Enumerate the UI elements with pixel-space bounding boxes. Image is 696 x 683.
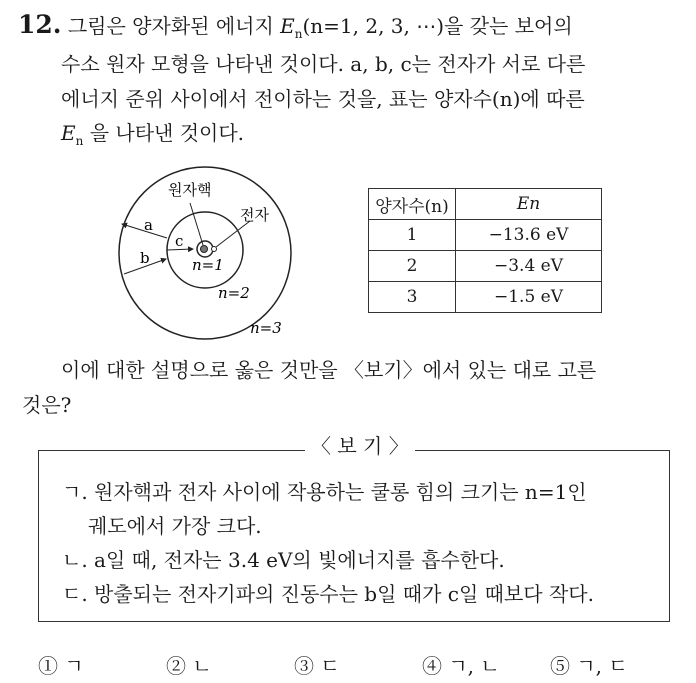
cell: 3 [369,282,456,313]
cell: 1 [369,220,456,251]
table-header-row [369,189,602,220]
nucleus [201,246,208,253]
transition-a-label: a [144,216,153,234]
electron-label: 전자 [240,206,269,224]
bohr-model-figure [100,165,320,340]
question-number: 12. [18,10,62,39]
option-1[interactable]: ① ㄱ [38,654,84,678]
option-5[interactable]: ⑤ ㄱ, ㄷ [550,654,628,678]
bogi-item-1-cont: 궤도에서 가장 크다. [88,514,262,538]
energy-symbol: E [280,14,295,38]
table-row [369,282,602,313]
header-quantum-number: 양자수(n) [369,189,456,220]
orbit-n2-label: n=2 [218,284,250,302]
electron [212,247,217,252]
bogi-item-2: ㄴ. a일 때, 전자는 3.4 eV의 빛에너지를 흡수한다. [62,548,505,572]
energy-subscript: n [75,134,84,148]
transition-b-label: b [140,249,150,267]
question-line-2: 수소 원자 모형을 나타낸 것이다. a, b, c는 전자가 서로 다른 [61,52,586,76]
option-4[interactable]: ④ ㄱ, ㄴ [422,654,500,678]
energy-table [368,188,602,313]
bogi-item-1: ㄱ. 원자핵과 전자 사이에 작용하는 쿨롱 힘의 크기는 n=1인 [62,480,587,504]
question-line-1 [18,10,573,41]
option-2[interactable]: ② ㄴ [166,654,212,678]
nucleus-label: 원자핵 [168,181,212,199]
option-3[interactable]: ③ ㄷ [294,654,340,678]
cell: −3.4 eV [456,251,602,282]
prompt-line-1: 이에 대한 설명으로 옳은 것만을 〈보기〉에서 있는 대로 고른 [61,358,597,382]
energy-symbol: E [61,121,76,145]
bogi-title: 〈 보 기 〉 [305,430,415,459]
table-row [369,251,602,282]
orbit-n3-label: n=3 [250,319,282,337]
nucleus-pointer [190,203,203,245]
energy-subscript: n [294,27,303,41]
transition-c-label: c [175,232,184,250]
cell: −13.6 eV [456,220,602,251]
prompt-line-2: 것은? [22,393,72,417]
cell: −1.5 eV [456,282,602,313]
cell: 2 [369,251,456,282]
text: 을 나타낸 것이다. [89,121,245,145]
question-line-4 [61,117,244,148]
question-line-3: 에너지 준위 사이에서 전이하는 것을, 표는 양자수(n)에 따른 [61,87,585,111]
table-row [369,220,602,251]
header-energy: En [456,189,602,220]
bogi-item-3: ㄷ. 방출되는 전자기파의 진동수는 b일 때가 c일 때보다 작다. [62,582,594,606]
text: 그림은 양자화된 에너지 [67,14,281,38]
text: (n=1, 2, 3, ⋯)을 갖는 보어의 [302,14,573,38]
orbit-n1-label: n=1 [192,256,224,274]
